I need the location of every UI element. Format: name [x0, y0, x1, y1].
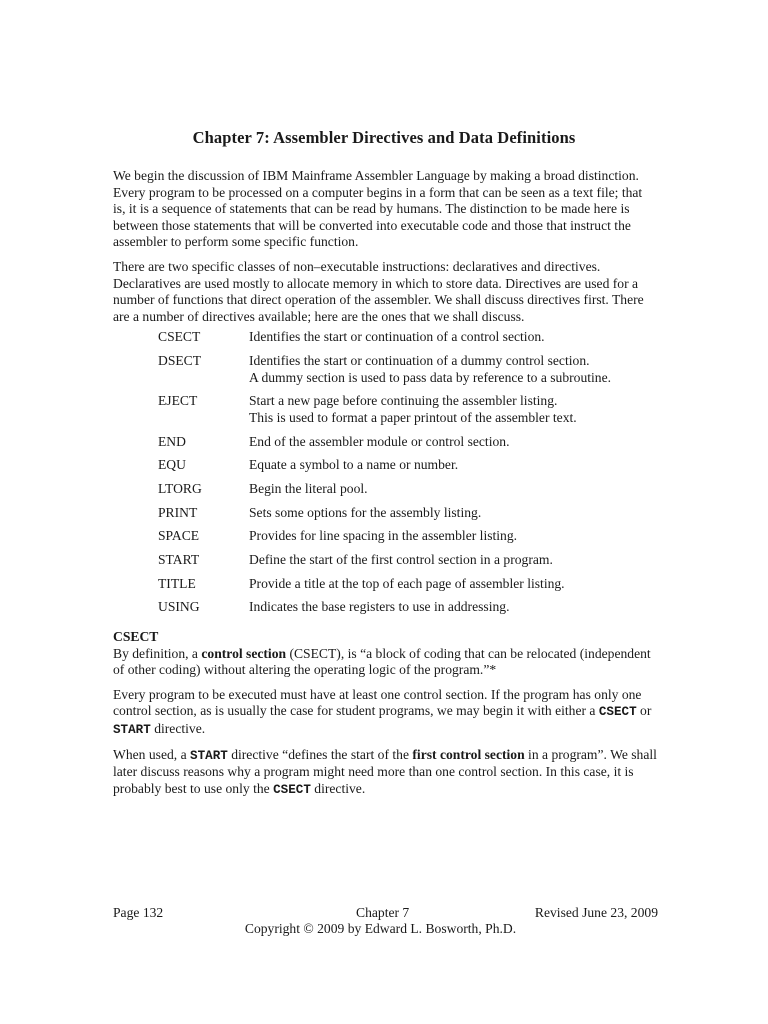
directive-description — [249, 528, 658, 545]
directive-name: CSECT — [158, 329, 201, 345]
directive-name: EQU — [158, 457, 186, 473]
classes-paragraph: There are two specific classes of non–executable instructions: declaratives and directives. Declaratives are used mostly to allocate memory in which to store data. Directives are used for a number of functions that direct operation of the assembler. We shall discuss directives first. There are a number of directives available; here are the ones that we shall discuss. — [113, 258, 644, 324]
directive-description — [249, 457, 658, 474]
directive-description — [249, 481, 658, 498]
directive-name: EJECT — [158, 393, 198, 409]
csect-paragraph-3 — [113, 747, 658, 799]
directive-name: PRINT — [158, 504, 198, 520]
directive-line: Begin the literal pool. — [249, 480, 368, 496]
directive-row — [158, 481, 658, 498]
directive-description — [249, 353, 658, 386]
copyright: Copyright © 2009 by Edward L. Bosworth, Ph.D. — [244, 921, 517, 936]
text-run: By definition, a — [113, 645, 202, 661]
text-run: directive “defines the start of the — [227, 746, 413, 762]
footer-row — [113, 905, 658, 921]
directive-row — [158, 576, 658, 593]
directive-name: END — [158, 433, 186, 449]
directive-line: Equate a symbol to a name or number. — [249, 457, 459, 473]
directive-line: Start a new page before continuing the assembler listing. — [249, 393, 558, 409]
directive-description — [249, 393, 658, 426]
directive-name: USING — [158, 599, 200, 615]
directive-description — [249, 505, 658, 522]
directive-row — [158, 528, 658, 545]
csect-definition — [113, 646, 658, 679]
directive-description — [249, 552, 658, 569]
directive-line: Provide a title at the top of each page of assembler listing. — [249, 575, 565, 591]
directive-line: Define the start of the first control section in a program. — [249, 552, 553, 568]
directive-line: Identifies the start or continuation of a dummy control section. — [249, 353, 590, 369]
text-run: (CSECT), is “a block of coding that can be relocated (independent of other coding) without altering the operating logic of the program.”* — [113, 645, 651, 678]
bold-term: first control section — [412, 746, 525, 762]
intro-paragraph: We begin the discussion of IBM Mainframe Assembler Language by making a broad distinction. Every program to be processed on a computer begins in a form that can be seen as a text file; that is, it is a sequence of statements that can be read by humans. The distinction to be made here is between those statements that will be converted into executable code and those that instruct the assembler to perform some specific function. — [113, 168, 643, 250]
csect-heading: CSECT — [113, 629, 159, 644]
directives-list — [158, 329, 658, 616]
directive-description — [249, 599, 658, 616]
directive-name: LTORG — [158, 480, 202, 496]
body-text — [113, 168, 658, 806]
text-run: directive. — [310, 780, 366, 796]
directive-line-2: This is used to format a paper printout of the assembler text. — [249, 409, 577, 425]
directive-row — [158, 599, 658, 616]
directive-line: End of the assembler module or control section. — [249, 433, 510, 449]
text-run: or — [636, 703, 652, 719]
directive-row — [158, 552, 658, 569]
footer-chapter: Chapter 7 — [356, 905, 410, 920]
directive-name: SPACE — [158, 528, 200, 544]
text-run: directive. — [150, 720, 206, 736]
page-number: Page 132 — [113, 905, 164, 920]
revision-date: Revised June 23, 2009 — [534, 905, 658, 920]
code-term: START — [113, 722, 151, 737]
directive-name: START — [158, 552, 200, 568]
directive-name: TITLE — [158, 575, 196, 591]
text-run: When used, a — [113, 746, 191, 762]
code-term: START — [190, 748, 228, 763]
code-term: CSECT — [598, 705, 637, 720]
directive-line-2: A dummy section is used to pass data by reference to a subroutine. — [249, 369, 612, 385]
directive-description — [249, 434, 658, 451]
text-run: Every program to be executed must have at least one control section. If the program has only one control section, as is usually the case for student programs, we may begin it with either a — [113, 686, 642, 719]
directive-name: DSECT — [158, 353, 202, 369]
directive-row — [158, 329, 658, 346]
directive-line: Indicates the base registers to use in addressing. — [249, 599, 510, 615]
page-title: Chapter 7: Assembler Directives and Data Definitions — [192, 128, 576, 147]
directive-line: Sets some options for the assembly listing. — [249, 504, 482, 520]
directive-row — [158, 457, 658, 474]
directive-description — [249, 576, 658, 593]
text-run: in a program”. We shall later discuss reasons why a program might need more than one control section. In this case, it is probably best to use only the — [113, 746, 657, 796]
directive-description — [249, 329, 658, 346]
directive-line: Identifies the start or continuation of a control section. — [249, 329, 545, 345]
directive-row — [158, 434, 658, 451]
code-term: CSECT — [273, 782, 311, 797]
directive-row — [158, 353, 658, 386]
directive-line: Provides for line spacing in the assembler listing. — [249, 528, 518, 544]
csect-paragraph-2 — [113, 687, 658, 739]
page-footer — [113, 905, 658, 937]
directive-row — [158, 393, 658, 426]
directive-row — [158, 505, 658, 522]
bold-term: control section — [201, 645, 287, 661]
